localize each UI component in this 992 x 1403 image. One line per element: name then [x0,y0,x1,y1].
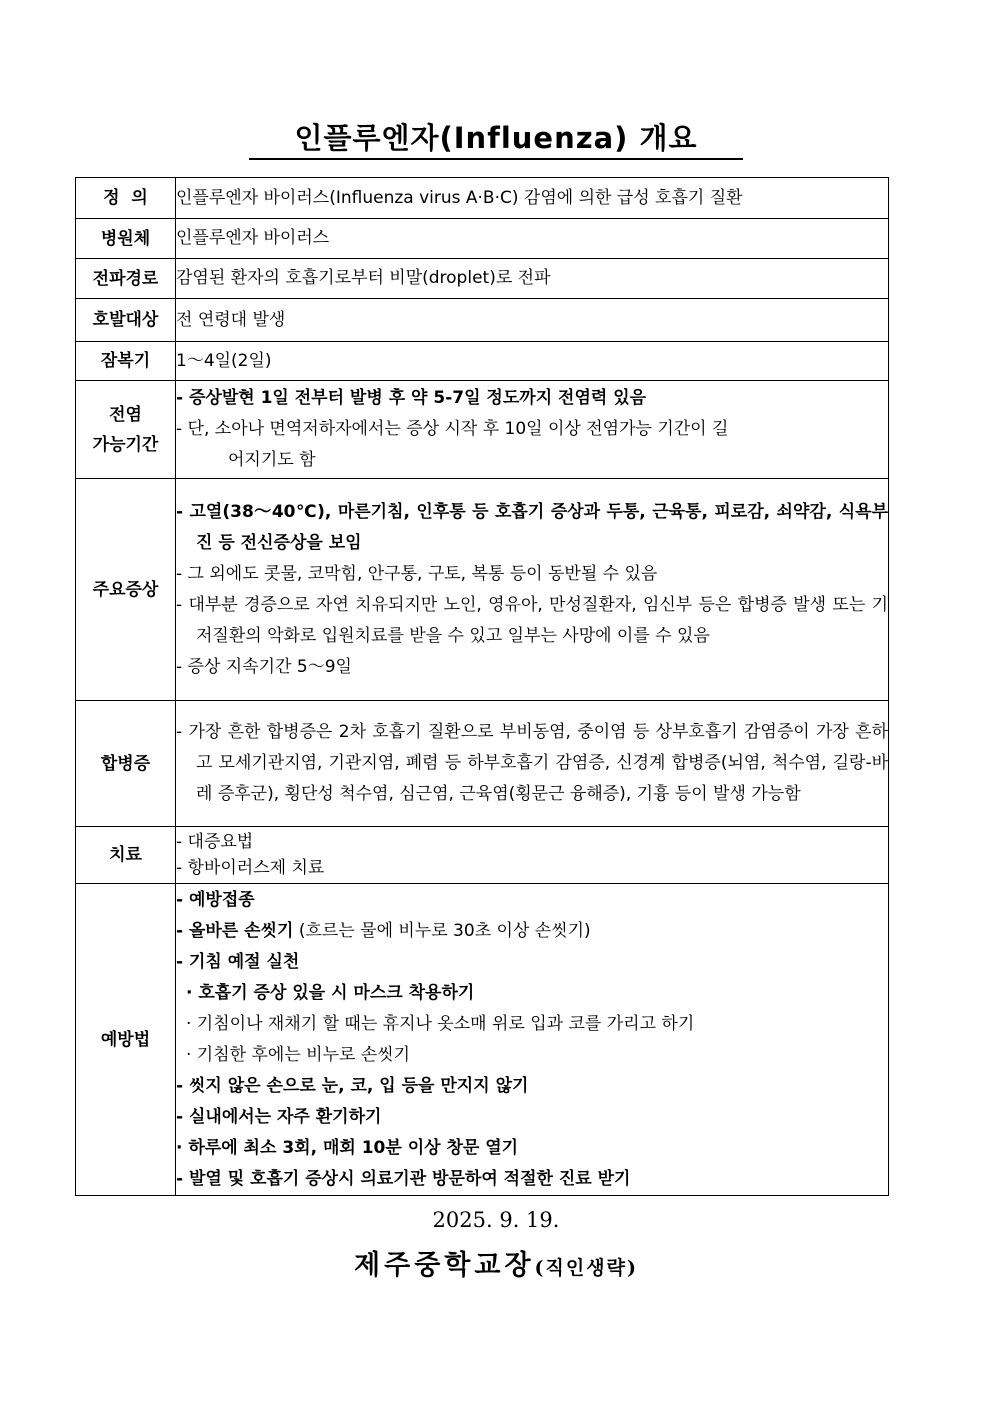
row-label-complications: 합병증 [76,701,176,827]
row-content-definition [176,178,889,219]
row-content-target [176,299,889,342]
prevention-line9: · 하루에 최소 3회, 매회 10분 이상 창문 열기 [176,1137,519,1158]
table-row [76,827,889,884]
row-content-incubation [176,342,889,381]
symptoms-item2: - 그 외에도 콧물, 코막힘, 안구통, 구토, 복통 등이 동반될 수 있음 [176,563,658,584]
table-row [76,259,889,299]
symptoms-item4: - 증상 지속기간 5～9일 [176,656,352,677]
row-label-definition: 정 의 [76,178,176,219]
row-content-symptoms [176,479,889,701]
prevention-line4: · 호흡기 증상 있을 시 마스크 착용하기 [186,982,475,1003]
prevention-line2 [176,916,888,947]
table-row [76,884,889,1196]
row-label-target: 호발대상 [76,299,176,342]
prevention-line1: - 예방접종 [176,889,255,910]
row-content-prevention [176,884,889,1196]
row-label-infectious-period [76,381,176,479]
signature-block [0,1246,992,1288]
document-date: 2025. 9. 19. [432,1208,560,1232]
row-label-prevention: 예방법 [76,884,176,1196]
row-content-pathogen [176,219,889,259]
prevention-line2-note: (흐르는 물에 비누로 30초 이상 손씻기) [293,920,591,941]
table-row [76,299,889,342]
pathogen-text: 인플루엔자 바이러스 [176,228,330,248]
document-title: 인플루엔자(Influenza) 개요 [249,118,743,160]
infectious-line2: - 단, 소아나 면역저하자에서는 증상 시작 후 10일 이상 전염가능 기간이 길 [176,419,729,439]
table-row [76,701,889,827]
target-text: 전 연령대 발생 [176,309,286,330]
transmission-text: 감염된 환자의 호흡기로부터 비말(droplet)로 전파 [176,268,551,288]
row-label-symptoms: 주요증상 [76,479,176,701]
table-row [76,381,889,479]
row-content-infectious-period [176,381,889,479]
row-content-transmission [176,259,889,299]
prevention-line7: - 씻지 않은 손으로 눈, 코, 입 등을 만지지 않기 [176,1075,529,1096]
symptoms-item3: - 대부분 경증으로 자연 치유되지만 노인, 영유아, 만성질환자, 임신부 등은 합병증 발생 또는 기저질환의 악화로 입원치료를 받을 수 있고 일부는 사망에 이를 수 있음 [176,594,888,646]
treatment-line1: - 대증요법 [176,832,254,852]
row-label-transmission: 전파경로 [76,259,176,299]
table-row [76,342,889,381]
infectious-label-line1: 전염 [109,404,142,425]
prevention-line8: - 실내에서는 자주 환기하기 [176,1106,382,1127]
treatment-line2: - 항바이러스제 치료 [176,858,325,878]
row-content-complications [176,701,889,827]
infectious-line3: 어지기도 함 [228,450,316,470]
row-label-incubation: 잠복기 [76,342,176,381]
table-row [76,219,889,259]
prevention-line2-bold: - 올바른 손씻기 [176,920,294,941]
seal-note: (직인생략) [534,1257,638,1279]
row-content-treatment [176,827,889,884]
prevention-line10: - 발열 및 호흡기 증상시 의료기관 방문하여 적절한 진료 받기 [176,1168,631,1189]
influenza-overview-table [75,177,889,1196]
complications-text: - 가장 흔한 합병증은 2차 호흡기 질환으로 부비동염, 중이염 등 상부호흡기 감염증이 가장 흔하고 모세기관지염, 기관지염, 폐렴 등 하부호흡기 감염증, 신경계 합병증(뇌염, 척수염, 길랑-바레 증후군), 횡단성 척수염, 심근염, 근육염(횡문근 융해증), 기흉 등이 발생 가능함 [176,722,888,804]
prevention-line6: · 기침한 후에는 비누로 손씻기 [186,1044,411,1065]
prevention-line3: - 기침 예절 실천 [176,951,300,972]
table-row [76,479,889,701]
infectious-line1: - 증상발현 1일 전부터 발병 후 약 5-7일 정도까지 전염력 있음 [176,388,647,408]
signer-name: 제주중학교장 [354,1250,535,1281]
definition-text: 인플루엔자 바이러스(Influenza virus A·B·C) 감염에 의한 급성 호흡기 질환 [176,187,743,208]
symptoms-item1: - 고열(38～40℃), 마른기침, 인후통 등 호흡기 증상과 두통, 근육통, 피로감, 쇠약감, 식욕부진 등 전신증상을 보임 [176,501,888,553]
row-label-pathogen: 병원체 [76,219,176,259]
row-label-treatment: 치료 [76,827,176,884]
infectious-label-line2: 가능기간 [92,434,159,455]
prevention-line5: · 기침이나 재채기 할 때는 휴지나 옷소매 위로 입과 코를 가리고 하기 [186,1013,695,1034]
table-row [76,178,889,219]
incubation-text: 1～4일(2일) [176,350,272,371]
